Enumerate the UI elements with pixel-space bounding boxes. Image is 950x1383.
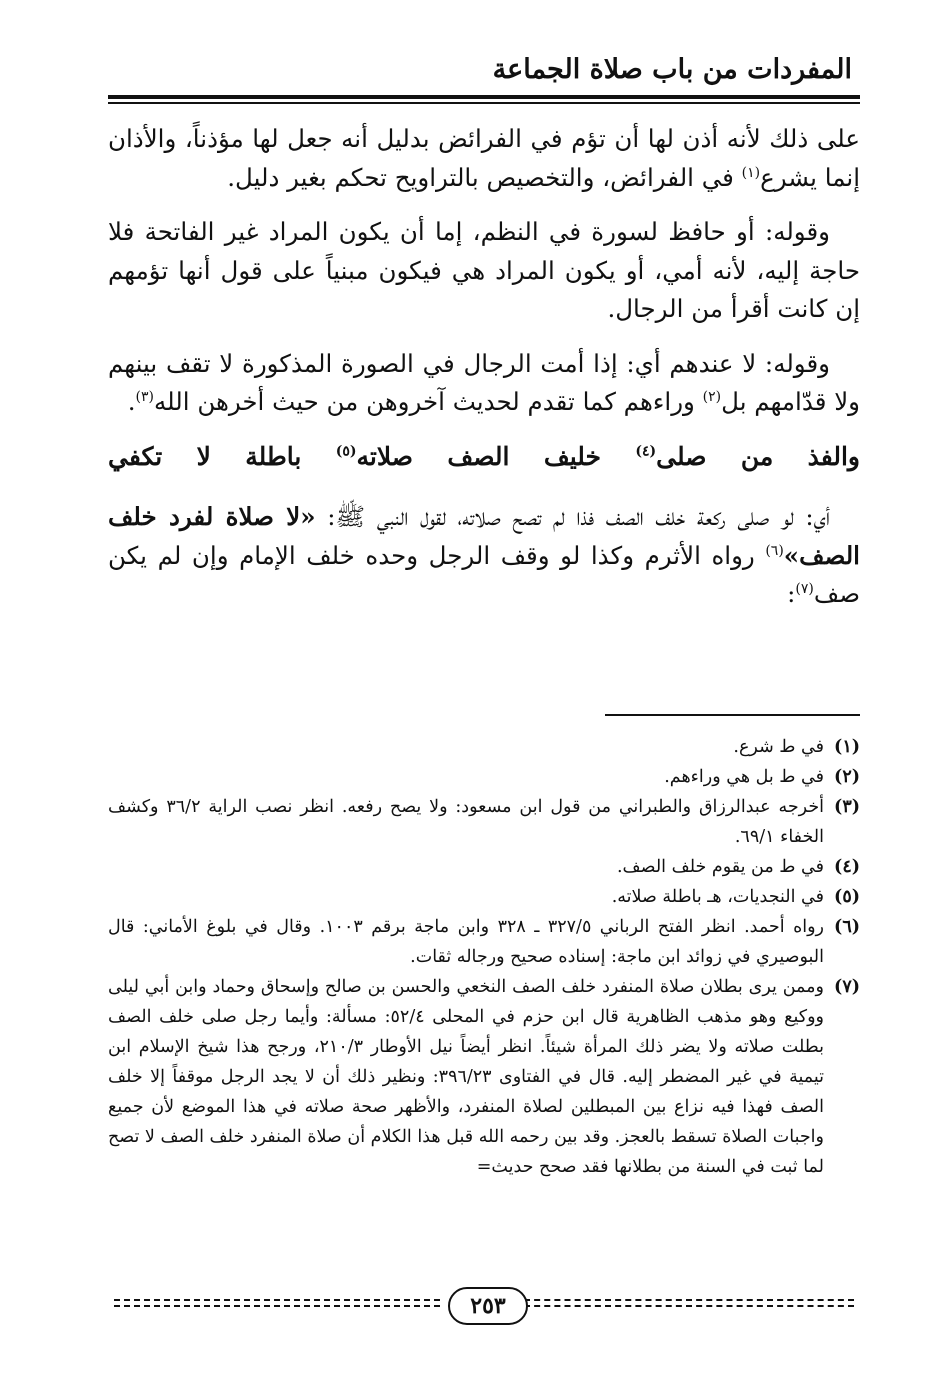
footnote-number: (١) [834, 737, 860, 757]
footnote-text: في النجديات، هـ باطلة صلاته. [611, 887, 824, 907]
footer-dash-line [524, 1299, 854, 1301]
footer-dash-line [524, 1305, 854, 1307]
paragraph-4: أي: لو صلى ركعة خلف الصف فذا لم تصح صلاته، لقول النبي ﷺ: «لا صلاة لفرد خلف الصف»$^{(٦)}$ رواه الأثرم وكذا لو وقف الرجل وحده خلف الإمام وإن لم يكن صف$^{(٧)}$: [108, 502, 860, 608]
footnotes [108, 732, 860, 1182]
footnote-number: (٧) [834, 977, 860, 997]
page-footer [108, 1286, 860, 1326]
footnote-ref-2[interactable]: (٢) [702, 388, 722, 405]
header-rule-thick [108, 95, 860, 99]
footnote-2 [108, 762, 860, 792]
footer-dash-line [114, 1305, 440, 1307]
footnote-text: أخرجه عبدالرزاق والطبراني من قول ابن مسعود: ولا يصح رفعه. انظر نصب الراية ٣٦/٢ وكشف الخفاء ٦٩/١. [108, 797, 825, 847]
footnote-3 [108, 792, 860, 852]
footnote-6 [108, 912, 860, 972]
footnote-separator [605, 714, 860, 716]
footnote-number: (٥) [834, 887, 860, 907]
paragraph-3: وقوله: لا عندهم أي: إذا أمت الرجال في الصورة المذكورة لا تقف بينهم ولا قدّامهم بل$^{(٢)}$ وراءهم كما تقدم لحديث آخروهن من حيث أخرهن الله$^{(٣)}$. [108, 348, 860, 416]
page-number: ٢٥٣ [448, 1287, 528, 1325]
footnote-text: في ط بل هي وراءهم. [664, 767, 824, 787]
footnote-7 [108, 972, 860, 1182]
footnote-text: وممن يرى بطلان صلاة المنفرد خلف الصف النخعي والحسن بن صالح وإسحاق وحماد وابن أبي ليلى ووكيع وهو مذهب الظاهرية قال ابن حزم في المحلى ٥٢/٤: مسألة: وأيما رجل صلى خلف الصف بطلت صلاته ولا يضر ذلك المرأة شيئاً. انظر أيضاً نيل الأوطار ٢١٠/٣، ورجح هذا شيخ الإسلام ابن تيمية في غير المضطر إليه. قال في الفتاوى ٣٩٦/٢٣: ونظير ذلك أن لا يجد الرجل موقفاً إلا خلف الصف فهذا فيه نزاع بين المبطلين لصلاة المنفرد، والأظهر صحة صلاته في هذا الموضع لأن جميع واجبات الصلاة تسقط بالعجز. وقد بين رحمه الله قبل هذا الكلام أن صلاة المنفرد خلف الصف لا تصح لما ثبت في السنة من بطلانها فقد صحح حديث= [108, 977, 824, 1177]
running-header [108, 42, 860, 98]
footnote-4 [108, 852, 860, 882]
footnote-number: (٤) [834, 857, 860, 877]
footnote-ref-3[interactable]: (٣) [135, 388, 155, 405]
paragraph-1: على ذلك لأنه أذن لها أن تؤم في الفرائض بدليل أنه جعل لها مؤذناً، والأذان إنما يشرع$^{(١)}$ في الفرائض، والتخصيص بالتراويح تحكم بغير دليل. [108, 124, 860, 192]
footnote-number: (٢) [834, 767, 860, 787]
footnote-text: في ط من يقوم خلف الصف. [616, 857, 824, 877]
footnote-ref-7[interactable]: (٧) [795, 580, 814, 597]
footnote-1 [108, 732, 860, 762]
matn-verse: والفذ من صلى$^{(٤)}$ خليف الصف صلاته$^{(٥)}$ باطلة لا تكفي [108, 441, 860, 471]
footnote-ref-4[interactable]: (٤) [635, 443, 657, 460]
footnote-number: (٦) [834, 917, 860, 937]
footnote-text: في ط شرع. [733, 737, 824, 757]
footnote-ref-1[interactable]: (١) [741, 164, 761, 181]
hadith-quote: «لا صلاة لفرد خلف الصف» [108, 502, 860, 570]
header-rule-thin [108, 102, 860, 104]
footnote-5 [108, 882, 860, 912]
paragraph-2: وقوله: أو حافظ لسورة في النظم، إما أن يكون المراد غير الفاتحة فلا حاجة إليه، لأنه أمي، أو يكون المراد هي فيكون مبنياً على قول أنها تؤمهم إن كانت أقرأ من الرجال. [108, 217, 860, 323]
footnote-text: رواه أحمد. انظر الفتح الرباني ٣٢٧/٥ ـ ٣٢٨ وابن ماجة برقم ١٠٠٣. وقال في بلوغ الأماني: قال البوصيري في زوائد ابن ماجة: إسناده صحيح ورجاله ثقات. [108, 917, 825, 967]
footnote-ref-5[interactable]: (٥) [335, 443, 357, 460]
main-text [108, 120, 860, 630]
book-page [108, 42, 860, 1342]
footnote-number: (٣) [834, 797, 860, 817]
header-title: المفردات من باب صلاة الجماعة [492, 54, 852, 85]
footnote-ref-6[interactable]: (٦) [765, 542, 784, 559]
footer-dash-line [114, 1299, 440, 1301]
